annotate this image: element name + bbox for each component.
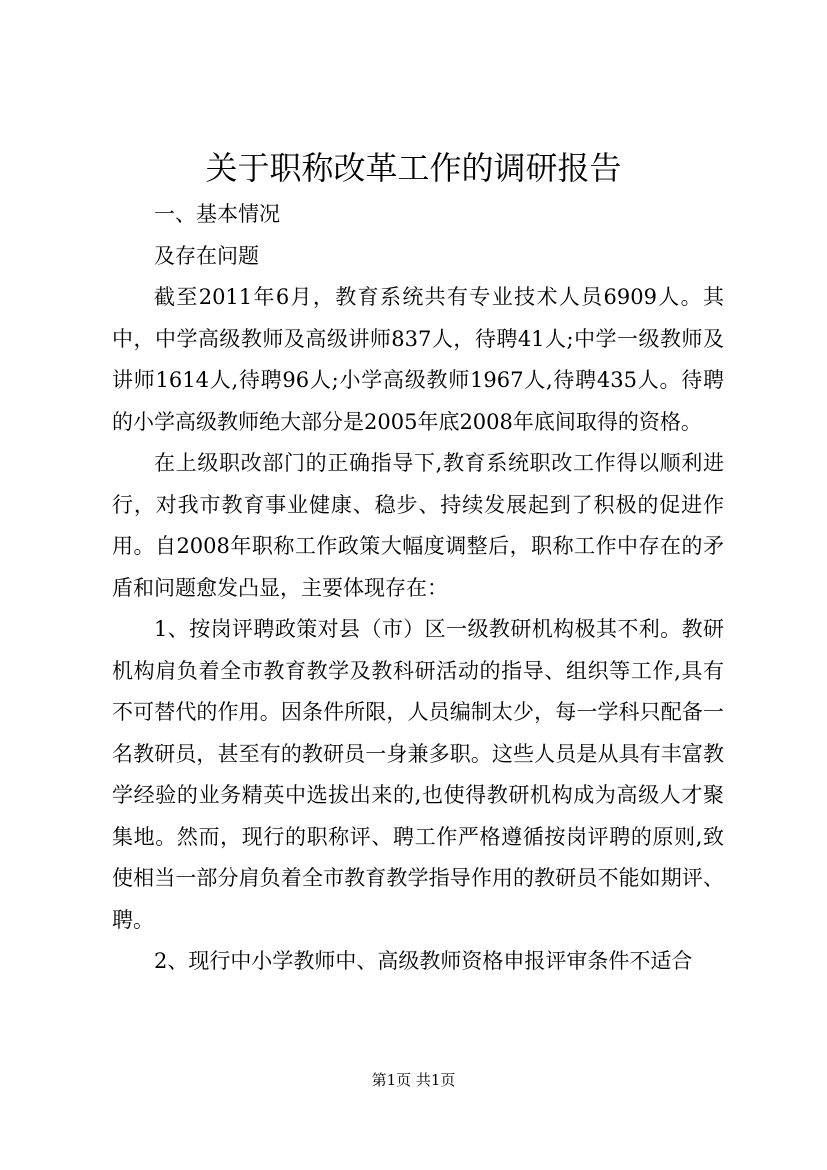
body-paragraph: 截至2011年6月，教育系统共有专业技术人员6909人。其中，中学高级教师及高级讲师837人，待聘41人;中学一级教师及讲师1614人,待聘96人;小学高级教师1967人,待聘435人。待聘的小学高级教师绝大部分是2005年底2008年底间取得的资格。: [112, 285, 724, 434]
document-title: 关于职称改革工作的调研报告: [205, 149, 622, 187]
section-heading-continued: 及存在问题: [154, 243, 259, 268]
body-paragraph: 1、按岗评聘政策对县（市）区一级教研机构极其不利。教研机构肩负着全市教育教学及教科研活动的指导、组织等工作,具有不可替代的作用。因条件所限，人员编制太少，每一学科只配备一名教研员，甚至有的教研员一身兼多职。这些人员是从具有丰富教学经验的业务精英中选拔出来的,也使得教研机构成为高级人才聚集地。然而，现行的职称评、聘工作严格遵循按岗评聘的原则,致使相当一部分肩负着全市教育教学指导作用的教研员不能如期评、聘。: [112, 617, 724, 932]
body-paragraph: 在上级职改部门的正确指导下,教育系统职改工作得以顺利进行，对我市教育事业健康、稳步、持续发展起到了积极的促进作用。自2008年职称工作政策大幅度调整后，职称工作中存在的矛盾和问题愈发凸显，主要体现存在：: [112, 451, 724, 600]
page-footer: 第1页 共1页: [371, 1071, 456, 1089]
document-body: [112, 194, 724, 983]
section-heading: 一、基本情况: [154, 202, 280, 226]
body-paragraph: 2、现行中小学教师中、高级教师资格申报评审条件不适合: [154, 949, 693, 973]
